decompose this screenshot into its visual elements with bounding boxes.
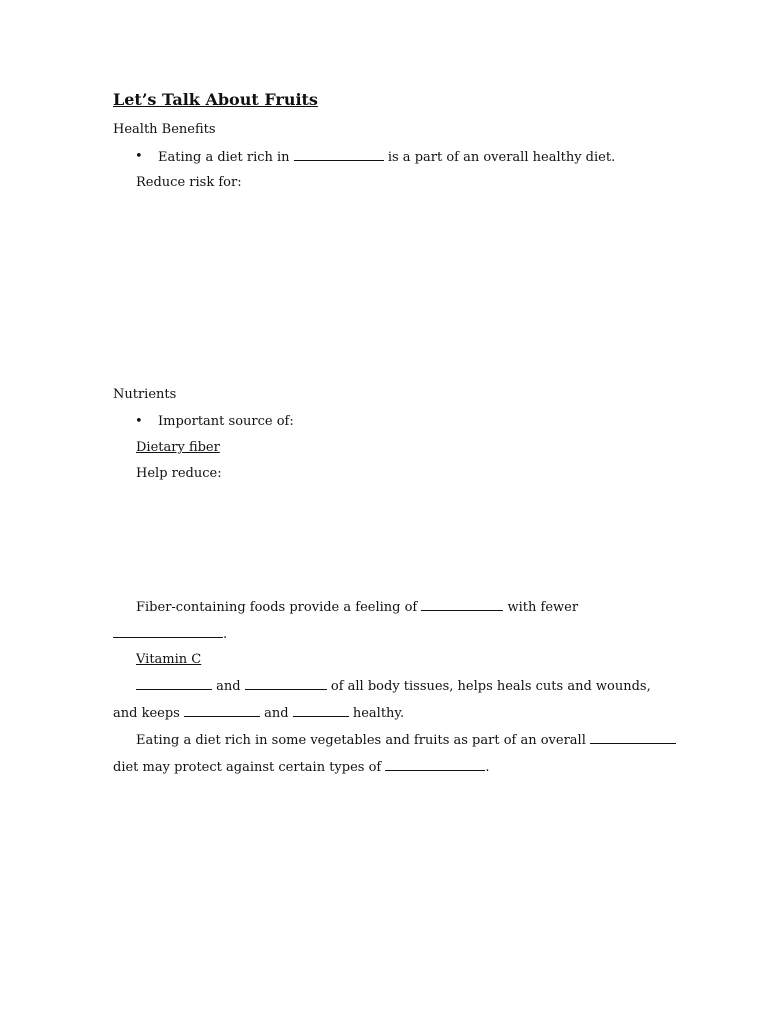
- nutrients-bullet-marker: •: [135, 414, 143, 429]
- fiber-sentence-line2: [113, 626, 227, 643]
- health-bullet-text-before: Eating a diet rich in: [158, 150, 290, 165]
- diet-sentence-line2: [113, 759, 490, 776]
- vitc-line2-text-after: healthy.: [352, 706, 405, 721]
- blank-line: [421, 599, 503, 611]
- blank-line: [385, 759, 485, 771]
- diet-period: .: [485, 760, 490, 775]
- health-bullet-marker: •: [135, 149, 143, 164]
- health-benefits-heading: Health Benefits: [113, 122, 216, 137]
- vitamin-c-line1: [136, 678, 651, 695]
- vitc-line1-text: of all body tissues, helps heals cuts and wounds,: [330, 679, 651, 694]
- fiber-text-before: Fiber-containing foods provide a feeling of: [136, 600, 418, 615]
- diet-text-line2: diet may protect against certain types of: [113, 760, 382, 775]
- diet-sentence-line1: [136, 732, 676, 749]
- blank-line: [293, 705, 349, 717]
- blank-line: [113, 626, 223, 638]
- blank-line: [184, 705, 260, 717]
- vitc-and-text: and: [264, 706, 289, 721]
- health-bullet-item: [158, 149, 615, 166]
- nutrients-heading: Nutrients: [113, 387, 177, 402]
- diet-text-before: Eating a diet rich in some vegetables and fruits as part of an overall: [136, 733, 586, 748]
- health-bullet-text-after: is a part of an overall healthy diet.: [387, 150, 616, 165]
- fiber-text-after: with fewer: [507, 600, 579, 615]
- dietary-fiber-heading: Dietary fiber: [136, 440, 220, 455]
- fiber-sentence-line1: [136, 599, 578, 616]
- vitc-line2-text-before: and keeps: [113, 706, 180, 721]
- nutrients-bullet-text: Important source of:: [158, 414, 294, 429]
- blank-line: [245, 678, 327, 690]
- vitamin-c-line2: [113, 705, 404, 722]
- vitc-and-text: and: [216, 679, 241, 694]
- fiber-period: .: [223, 627, 228, 642]
- blank-line: [294, 149, 384, 161]
- help-reduce-label: Help reduce:: [136, 466, 222, 481]
- blank-line: [590, 732, 676, 744]
- blank-line: [136, 678, 212, 690]
- reduce-risk-label: Reduce risk for:: [136, 175, 242, 190]
- page-title: Let’s Talk About Fruits: [113, 90, 318, 109]
- vitamin-c-heading: Vitamin C: [136, 652, 202, 667]
